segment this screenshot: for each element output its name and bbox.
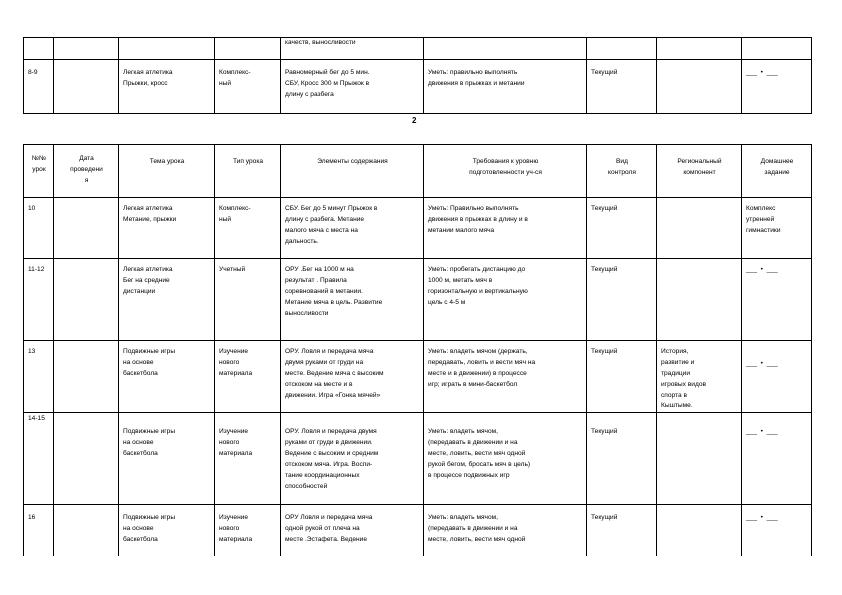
- cell-type: Комплекс- ный: [215, 60, 281, 114]
- header-requirements: Требования к уровню подготовленности уч-ся: [424, 145, 587, 198]
- cell-requirements: Уметь: владеть мячом (держать, передавать, ловить и вести мяч на месте и в движении) в процессе игр; играть в мини-баскетбол: [424, 341, 587, 413]
- cell-homework: ___ • ___: [742, 505, 812, 565]
- cell-type: Изучение нового материала: [215, 413, 281, 505]
- cell-content: ОРУ. Ловля и передача мяча двумя руками от груди на месте. Ведение мяча с высоким отскоком на месте и в движении. Игра «Гонка мячей»: [281, 341, 424, 413]
- cell-num: 13: [24, 341, 54, 413]
- cell-date: [54, 259, 119, 341]
- cell-topic: Легкая атлетика Прыжки, кросс: [119, 60, 215, 114]
- cell-date: [54, 198, 119, 259]
- cell-homework: Комплекс утренней гимнастики: [742, 198, 812, 259]
- cell-content: Равномерный бег до 5 мин. СБУ, Кросс 300 м Прыжок в длину с разбега: [281, 60, 424, 114]
- cell-topic: Подвижные игры на основе баскетбола: [119, 341, 215, 413]
- cell-content: ОРУ .Бег на 1000 м на результат . Правила соревнований в метании. Метание мяча в цель. Развитие выносливости: [281, 259, 424, 341]
- header-topic: Тема урока: [119, 145, 215, 198]
- cell-topic: Легкая атлетика Метание, прыжки: [119, 198, 215, 259]
- top-table: [23, 37, 812, 114]
- header-regional: Региональный компонент: [657, 145, 742, 198]
- header-homework: Домашнее задание: [742, 145, 812, 198]
- header-type: Тип урока: [215, 145, 281, 198]
- cell-homework: ___ • ___: [742, 413, 812, 505]
- cell-content: ОРУ Ловля и передача мяча одной рукой от плеча на месте .Эстафета. Ведение: [281, 505, 424, 565]
- cell-content: качеств, выносливости: [281, 38, 424, 60]
- cell-requirements: Уметь: правильно выполнять движения в прыжках и метании: [424, 60, 587, 114]
- cell-regional: [657, 259, 742, 341]
- cell-type: Учетный: [215, 259, 281, 341]
- cell-regional: [657, 198, 742, 259]
- cell-topic: [119, 38, 215, 60]
- header-date: Дата проведени я: [54, 145, 119, 198]
- table-header-row: [24, 145, 812, 198]
- cell-content: СБУ. Бег до 5 минут Прыжок в длину с разбега. Метание малого мяча с места на дальность.: [281, 198, 424, 259]
- cell-control: Текущий: [587, 341, 657, 413]
- cell-date: [54, 60, 119, 114]
- table-row: [24, 38, 812, 60]
- cell-num: 14-15: [24, 413, 54, 505]
- cell-control: Текущий: [587, 505, 657, 565]
- cell-homework: ___ • ___: [742, 341, 812, 413]
- cell-num: 8-9: [24, 60, 54, 114]
- cell-content: ОРУ. Ловля и передача двумя руками от груди в движении. Ведение с высоким и средним отскоком мяча. Игра. Воспи- тание координационных способностей: [281, 413, 424, 505]
- cell-regional: [657, 60, 742, 114]
- cell-num: [24, 38, 54, 60]
- table-row: [24, 341, 812, 413]
- cell-date: [54, 341, 119, 413]
- cell-type: Изучение нового материала: [215, 341, 281, 413]
- cell-type: [215, 38, 281, 60]
- cell-num: 16: [24, 505, 54, 565]
- cell-date: [54, 38, 119, 60]
- cell-num: 11-12: [24, 259, 54, 341]
- cell-homework: ___ • ___: [742, 60, 812, 114]
- cell-requirements: Уметь: пробегать дистанцию до 1000 м, метать мяч в горизонтальную и вертикальную цель с 4-5 м: [424, 259, 587, 341]
- cell-num: 10: [24, 198, 54, 259]
- cell-regional: История, развитие и традиции игровых видов спорта в Кыштыме.: [657, 341, 742, 413]
- page-bottom-margin: [0, 556, 842, 595]
- cell-control: [587, 38, 657, 60]
- lesson-plan-table: [23, 144, 812, 565]
- table-row: [24, 413, 812, 505]
- cell-homework: [742, 38, 812, 60]
- cell-requirements: [424, 38, 587, 60]
- page-number: 2: [412, 116, 417, 125]
- header-lesson-number: №№ урок: [24, 145, 54, 198]
- cell-requirements: Уметь: владеть мячом, (передавать в движении и на месте, ловить, вести мяч одной рукой бегом, бросать мяч в цель) в процессе подвижных игр: [424, 413, 587, 505]
- cell-homework: ___ • ___: [742, 259, 812, 341]
- cell-control: Текущий: [587, 60, 657, 114]
- cell-control: Текущий: [587, 259, 657, 341]
- table-row: [24, 259, 812, 341]
- cell-requirements: Уметь: владеть мячом, (передавать в движении и на месте, ловить, вести мяч одной: [424, 505, 587, 565]
- table-row: [24, 60, 812, 114]
- cell-regional: [657, 413, 742, 505]
- table-row: [24, 198, 812, 259]
- cell-topic: Подвижные игры на основе баскетбола: [119, 505, 215, 565]
- cell-control: Текущий: [587, 198, 657, 259]
- cell-type: Комплекс- ный: [215, 198, 281, 259]
- cell-type: Изучение нового материала: [215, 505, 281, 565]
- cell-regional: [657, 38, 742, 60]
- cell-date: [54, 413, 119, 505]
- cell-topic: Подвижные игры на основе баскетбола: [119, 413, 215, 505]
- cell-control: Текущий: [587, 413, 657, 505]
- header-control: Вид контроля: [587, 145, 657, 198]
- cell-topic: Легкая атлетика Бег на средние дистанции: [119, 259, 215, 341]
- header-content: Элементы содержания: [281, 145, 424, 198]
- cell-requirements: Уметь: Правильно выполнять движения в прыжках в длину и в метании малого мяча: [424, 198, 587, 259]
